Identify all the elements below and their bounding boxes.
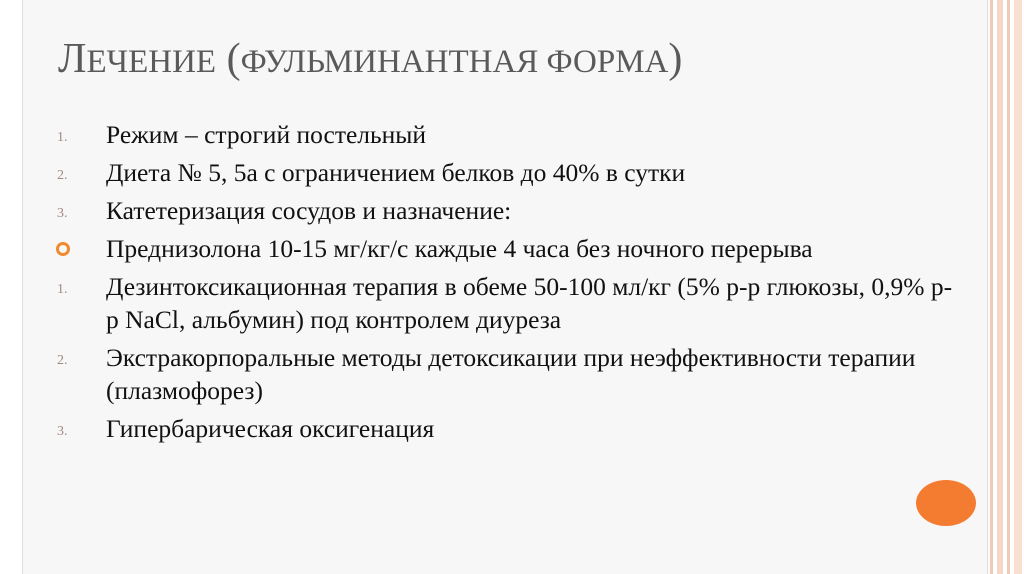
slide-title — [58, 38, 958, 80]
orange-circle-decoration — [916, 480, 976, 526]
list-item — [56, 194, 956, 227]
item-text: Диета № 5, 5а с ограничением белков до 40% в сутки — [106, 158, 686, 187]
list-item — [56, 118, 956, 151]
circle-bullet-icon — [56, 242, 70, 256]
list-item — [56, 412, 956, 445]
decorative-stripes — [986, 0, 1024, 574]
stripe — [997, 0, 1003, 574]
list-item — [56, 270, 956, 336]
stripe — [990, 0, 993, 574]
item-text: Катетеризация сосудов и назначение: — [106, 196, 512, 225]
title-subtitle: ФУЛЬМИНАНТНАЯ ФОРМА — [240, 44, 669, 80]
item-text: Экстракорпоральные методы детоксикации при неэффективности терапии (плазмофорез) — [106, 343, 916, 405]
item-text: Дезинтоксикационная терапия в обеме 50-100 мл/кг (5% р-р глюкозы, 0,9% р-р NaCl, альбумин) под контролем диуреза — [106, 272, 953, 334]
item-number: 2. — [57, 353, 68, 368]
list-item — [56, 156, 956, 189]
title-initial: Л — [58, 36, 87, 82]
title-paren-close: ) — [668, 36, 683, 82]
treatment-list — [56, 118, 956, 450]
item-number: 1. — [57, 282, 68, 297]
item-text: Гипербарическая оксигенация — [106, 414, 435, 443]
list-item — [56, 232, 956, 265]
item-number: 3. — [57, 206, 68, 221]
stripe — [1014, 0, 1022, 574]
item-number: 3. — [57, 424, 68, 439]
title-paren-open: ( — [216, 36, 241, 82]
item-number: 1. — [57, 130, 68, 145]
list-item — [56, 341, 956, 407]
item-text: Преднизолона 10-15 мг/кг/с каждые 4 часа без ночного перерыва — [106, 234, 813, 263]
item-number: 2. — [57, 168, 68, 183]
item-text: Режим – строгий постельный — [106, 120, 427, 149]
title-word: ЕЧЕНИЕ — [86, 44, 217, 80]
stripe — [1007, 0, 1010, 574]
